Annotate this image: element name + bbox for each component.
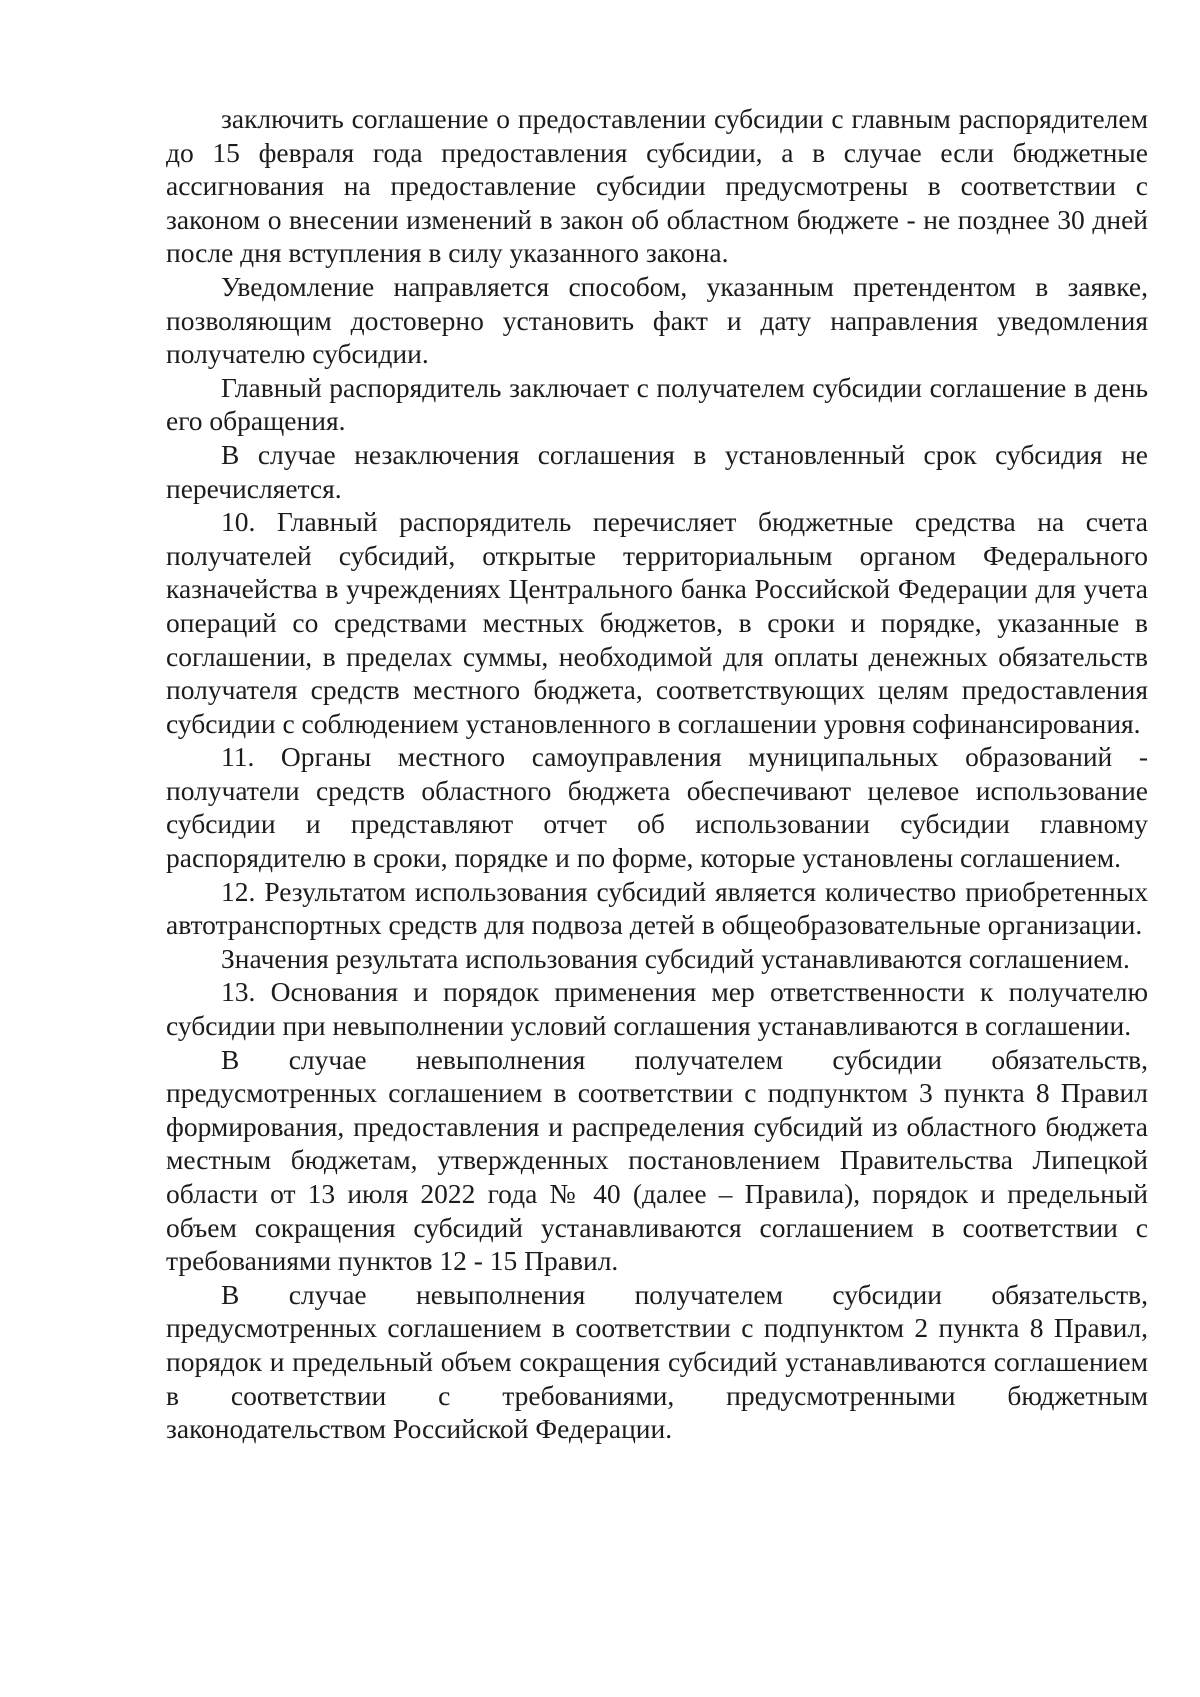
- paragraph-item-11: 11. Органы местного самоуправления муниципальных образований - получатели средств областного бюджета обеспечивают целевое использование субсидии и представляют отчет об использовании субсидии главному распорядителю в сроки, порядке и по форме, которые установлены соглашением.: [166, 741, 1148, 874]
- paragraph-agreement-deadline: заключить соглашение о предоставлении субсидии с главным распорядителем до 15 февраля года предоставления субсидии, а в случае если бюджетные ассигнования на предоставление субсидии предусмотрены в соответствии с законом о внесении изменений в закон об областном бюджете - не позднее 30 дней после дня вступления в силу указанного закона.: [166, 103, 1148, 269]
- paragraph-non-fulfillment-subitem-2: В случае невыполнения получателем субсидии обязательств, предусмотренных соглашением в соответствии с подпунктом 2 пункта 8 Правил, порядок и предельный объем сокращения субсидий устанавливаются соглашением в соответствии с требованиями, предусмотренными бюджетным законодательством Российской Федерации.: [166, 1278, 1148, 1445]
- paragraph-agreement-conclusion: Главный распорядитель заключает с получателем субсидии соглашение в день его обращения.: [166, 371, 1148, 437]
- paragraph-result-values: Значения результата использования субсидий устанавливаются соглашением.: [221, 942, 1130, 974]
- paragraph-item-10: 10. Главный распорядитель перечисляет бюджетные средства на счета получателей субсидий, открытые территориальным органом Федерального казначейства в учреждениях Центрального банка Российской Федерации для учета операций со средствами местных бюджетов, в сроки и порядке, указанные в соглашении, в пределах суммы, необходимой для оплаты денежных обязательств получателя средств местного бюджета, соответствующих целям предоставления субсидии с соблюдением установленного в соглашении уровня софинансирования.: [166, 506, 1148, 739]
- paragraph-item-13: 13. Основания и порядок применения мер ответственности к получателю субсидии при невыполнении условий соглашения устанавливаются в соглашении.: [166, 976, 1148, 1042]
- document-body: [166, 102, 1148, 1446]
- paragraph-non-conclusion: В случае незаключения соглашения в установленный срок субсидия не перечисляется.: [166, 438, 1148, 504]
- paragraph-notification-method: Уведомление направляется способом, указанным претендентом в заявке, позволяющим достоверно установить факт и дату направления уведомления получателю субсидии.: [166, 270, 1148, 370]
- paragraph-non-fulfillment-subitem-3: В случае невыполнения получателем субсидии обязательств, предусмотренных соглашением в соответствии с подпунктом 3 пункта 8 Правил формирования, предоставления и распределения субсидий из областного бюджета местным бюджетам, утвержденных постановлением Правительства Липецкой области от 13 июля 2022 года № 40 (далее – Правила), порядок и предельный объем сокращения субсидий устанавливаются соглашением в соответствии с требованиями пунктов 12 - 15 Правил.: [166, 1043, 1148, 1277]
- paragraph-item-12: 12. Результатом использования субсидий является количество приобретенных автотранспортных средств для подвоза детей в общеобразовательные организации.: [166, 875, 1148, 941]
